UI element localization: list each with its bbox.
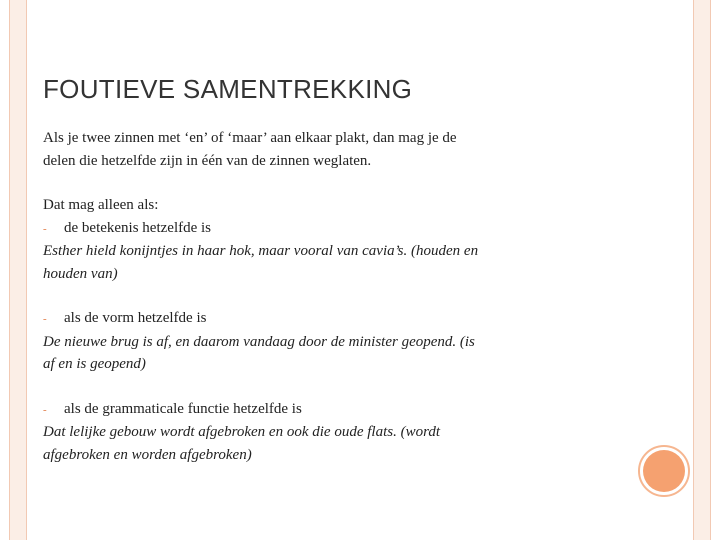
bullet-dash: - [43, 313, 47, 325]
rule-2-example-line-2: af en is geopend) [43, 356, 146, 372]
rule-3-example-line-1: Dat lelijke gebouw wordt afgebroken en ook die oude flats. (wordt [43, 424, 441, 440]
lead-text: Dat mag alleen als: [43, 197, 159, 213]
rule-3-label: als de grammaticale functie hetzelfde is [64, 400, 302, 417]
rule-1-label: de betekenis hetzelfde is [64, 219, 212, 236]
rule-2-label: als de vorm hetzelfde is [64, 310, 207, 326]
rule-3 [43, 398, 603, 422]
slide-body [43, 127, 603, 466]
rule-3-example-line-2: afgebroken en worden afgebroken) [43, 446, 252, 463]
intro-line-1: Als je twee zinnen met ‘en’ of ‘maar’ aan elkaar plakt, dan mag je de [43, 130, 457, 146]
intro-line-2: delen die hetzelfde zijn in één van de zinnen weglaten. [43, 152, 372, 169]
bullet-dash: - [43, 222, 47, 235]
right-decorative-border [693, 0, 711, 540]
slide-title: FOUTIEVE SAMENTREKKING [43, 74, 413, 104]
rule-2 [43, 307, 603, 331]
decorative-circle [643, 450, 685, 492]
rule-1-example-line-1: Esther hield konijntjes in haar hok, maar vooral van cavia’s. (houden en [43, 243, 479, 259]
rule-1 [43, 217, 603, 241]
left-decorative-border [9, 0, 27, 540]
rule-1-example-line-2: houden van) [43, 265, 118, 282]
rule-2-example-line-1: De nieuwe brug is af, en daarom vandaag door de minister geopend. (is [43, 333, 475, 350]
bullet-dash: - [43, 403, 47, 416]
